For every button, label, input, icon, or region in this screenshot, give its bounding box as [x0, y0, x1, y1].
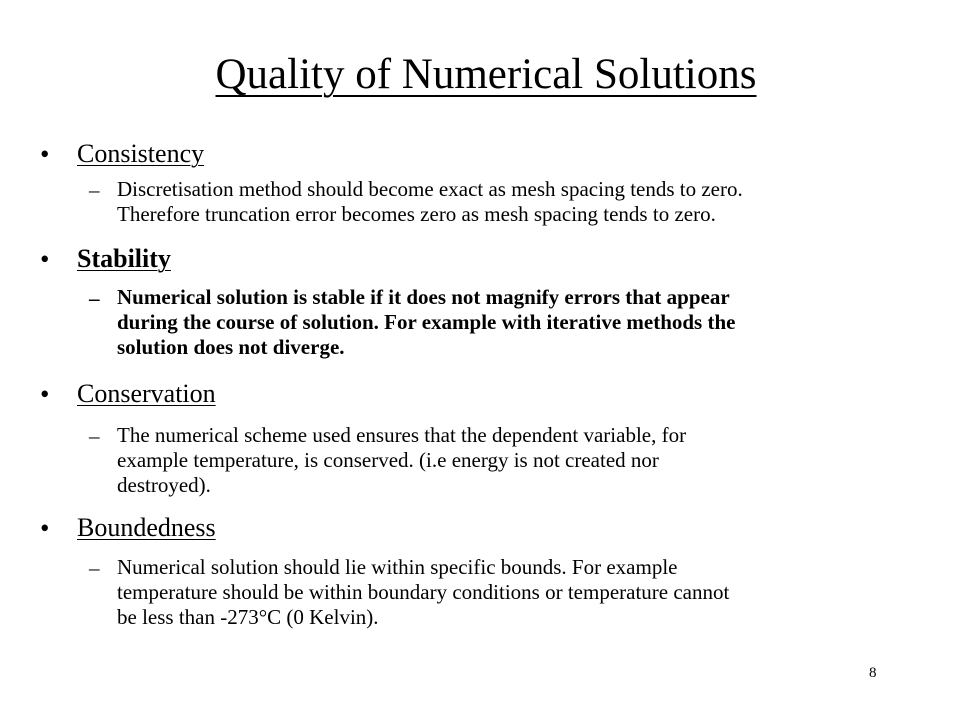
- heading-stability: Stability: [77, 244, 171, 273]
- dash-icon: –: [89, 556, 100, 580]
- page-number: 8: [869, 665, 877, 681]
- description-conservation: The numerical scheme used ensures that the dependent variable, for example temperature, is conserved. (i.e energy is not created nor destroyed).: [117, 423, 687, 497]
- description-consistency: Discretisation method should become exact as mesh spacing tends to zero. Therefore truncation error becomes zero as mesh spacing tends to zero.: [117, 177, 743, 226]
- heading-consistency: Consistency: [77, 139, 205, 168]
- dash-icon: –: [89, 286, 100, 310]
- dash-icon: –: [89, 178, 100, 202]
- bullet-icon: •: [40, 379, 50, 409]
- description-stability: Numerical solution is stable if it does not magnify errors that appear during the course of solution. For example with iterative methods the solution does not diverge.: [117, 285, 736, 359]
- slide-title: Quality of Numerical Solutions: [215, 51, 757, 98]
- dash-icon: –: [89, 424, 100, 448]
- description-boundedness: Numerical solution should lie within specific bounds. For example temperature should be within boundary conditions or temperature cannot be less than -273°C (0 Kelvin).: [117, 555, 730, 629]
- heading-boundedness: Boundedness: [77, 513, 216, 542]
- bullet-icon: •: [40, 513, 50, 543]
- bullet-icon: •: [40, 139, 50, 169]
- bullet-icon: •: [40, 244, 50, 274]
- heading-conservation: Conservation: [77, 379, 216, 408]
